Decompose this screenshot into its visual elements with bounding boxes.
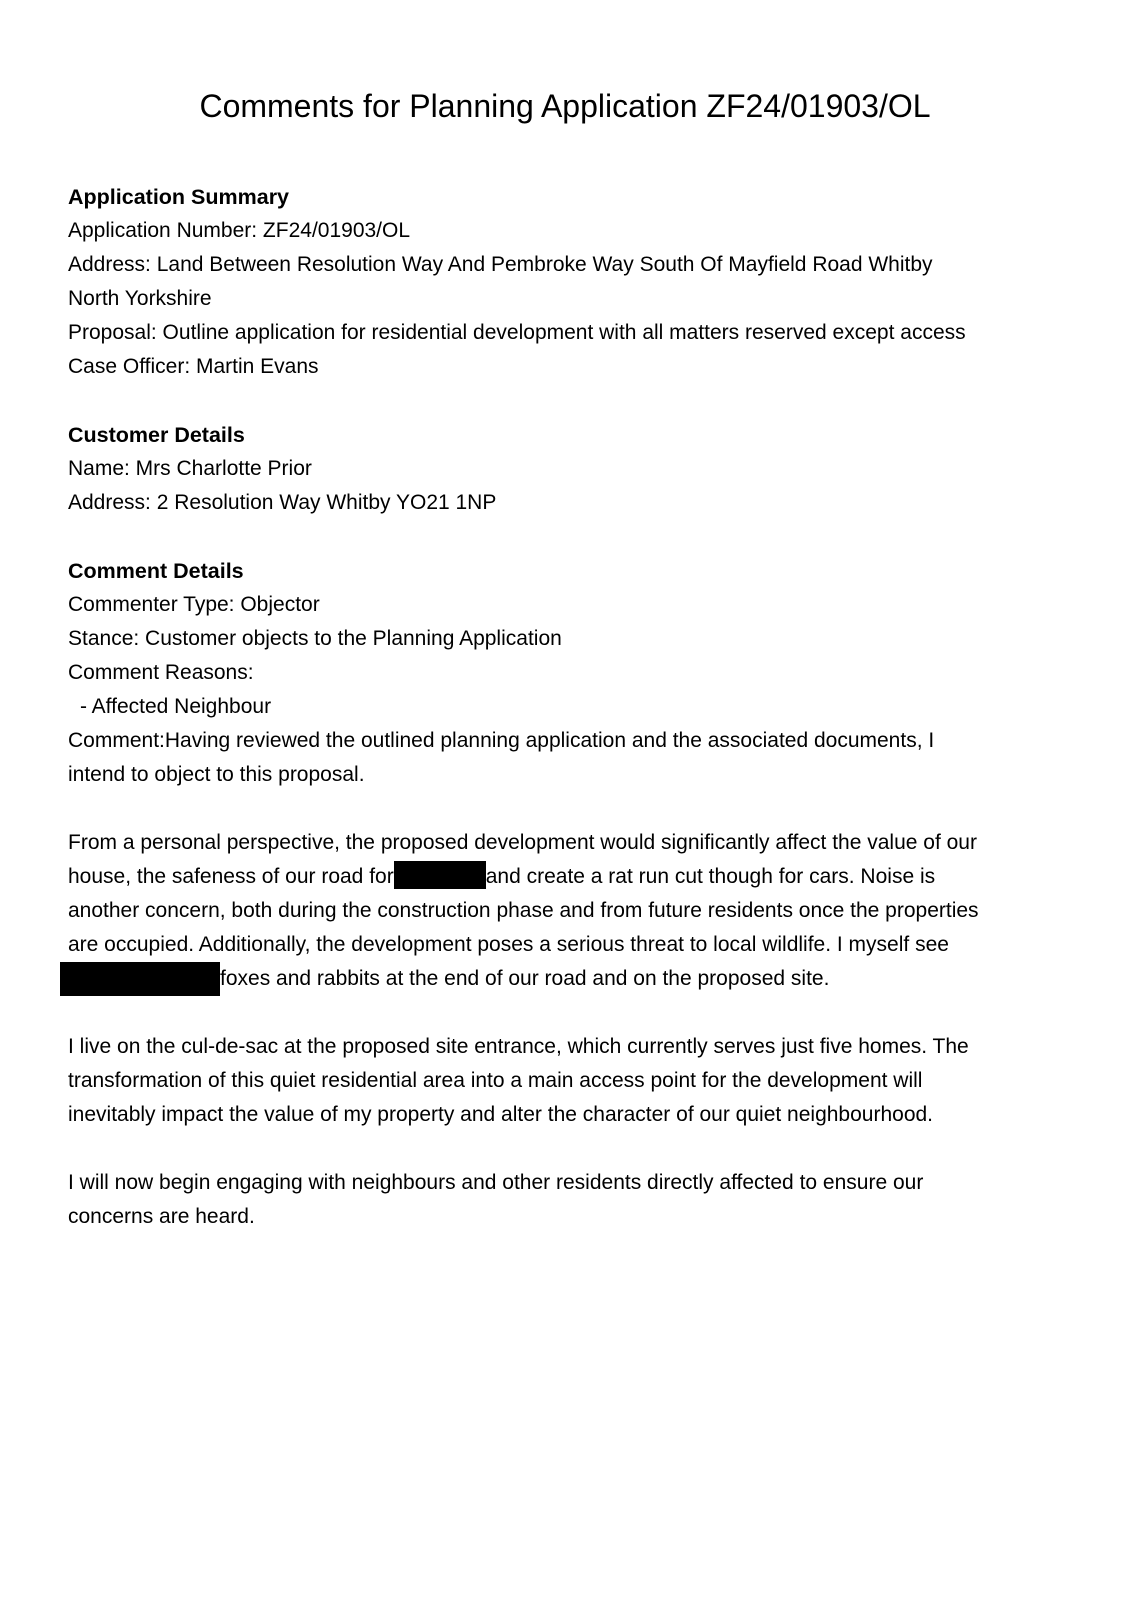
comment-paragraph-4 <box>68 1166 1078 1234</box>
spacer <box>68 384 1078 418</box>
application-address-line-2: North Yorkshire <box>68 287 212 310</box>
application-summary-section <box>68 180 1078 384</box>
paragraph-line: are occupied. Additionally, the development poses a serious threat to local wildlife. I myself see <box>68 933 949 956</box>
page-title: Comments for Planning Application ZF24/01903/OL <box>199 88 931 124</box>
application-summary-heading: Application Summary <box>68 185 290 209</box>
application-address-line-1: Address: Land Between Resolution Way And Pembroke Way South Of Mayfield Road Whitby <box>68 253 933 276</box>
customer-details-heading: Customer Details <box>68 423 245 447</box>
paragraph-text: house, the safeness of our road for <box>68 865 394 888</box>
spacer <box>68 520 1078 554</box>
redaction-block <box>60 962 220 996</box>
redaction-block <box>394 861 486 889</box>
comment-intro-line-1: Comment:Having reviewed the outlined planning application and the associated documents, I <box>68 729 935 752</box>
customer-details-section <box>68 418 1078 520</box>
paragraph-line: I will now begin engaging with neighbours and other residents directly affected to ensure our <box>68 1171 924 1195</box>
paragraph-line <box>68 860 1078 894</box>
comment-reasons-label: Comment Reasons: <box>68 661 254 684</box>
stance: Stance: Customer objects to the Planning Application <box>68 627 562 650</box>
customer-address: Address: 2 Resolution Way Whitby YO21 1NP <box>68 491 497 514</box>
commenter-type: Commenter Type: Objector <box>68 593 320 616</box>
application-proposal: Proposal: Outline application for residential development with all matters reserved except access <box>68 321 966 344</box>
document-body <box>68 180 1078 1234</box>
paragraph-line: From a personal perspective, the proposed development would significantly affect the value of our <box>68 831 977 854</box>
paragraph-line: inevitably impact the value of my property and alter the character of our quiet neighbourhood. <box>68 1103 934 1127</box>
comment-paragraph-2 <box>68 826 1078 996</box>
paragraph-line <box>68 962 1078 996</box>
comment-details-section <box>68 554 1078 1234</box>
comment-paragraph-3 <box>68 1030 1078 1132</box>
paragraph-text: and create a rat run cut though for cars. Noise is <box>485 865 936 888</box>
comment-intro-line-2: intend to object to this proposal. <box>68 763 365 786</box>
paragraph-line: transformation of this quiet residential area into a main access point for the development will <box>68 1069 923 1093</box>
spacer <box>68 996 1078 1030</box>
comment-reason-item: - Affected Neighbour <box>80 695 272 718</box>
paragraph-text: foxes and rabbits at the end of our road and on the proposed site. <box>220 967 830 990</box>
paragraph-line: concerns are heard. <box>68 1205 255 1229</box>
application-number: Application Number: ZF24/01903/OL <box>68 219 411 242</box>
comment-details-heading: Comment Details <box>68 559 244 583</box>
case-officer: Case Officer: Martin Evans <box>68 355 319 378</box>
spacer <box>68 1132 1078 1166</box>
spacer <box>68 792 1078 826</box>
customer-name: Name: Mrs Charlotte Prior <box>68 457 312 480</box>
paragraph-line: another concern, both during the construction phase and from future residents once the properties <box>68 899 979 922</box>
paragraph-line: I live on the cul-de-sac at the proposed site entrance, which currently serves just five homes. The <box>68 1035 969 1059</box>
